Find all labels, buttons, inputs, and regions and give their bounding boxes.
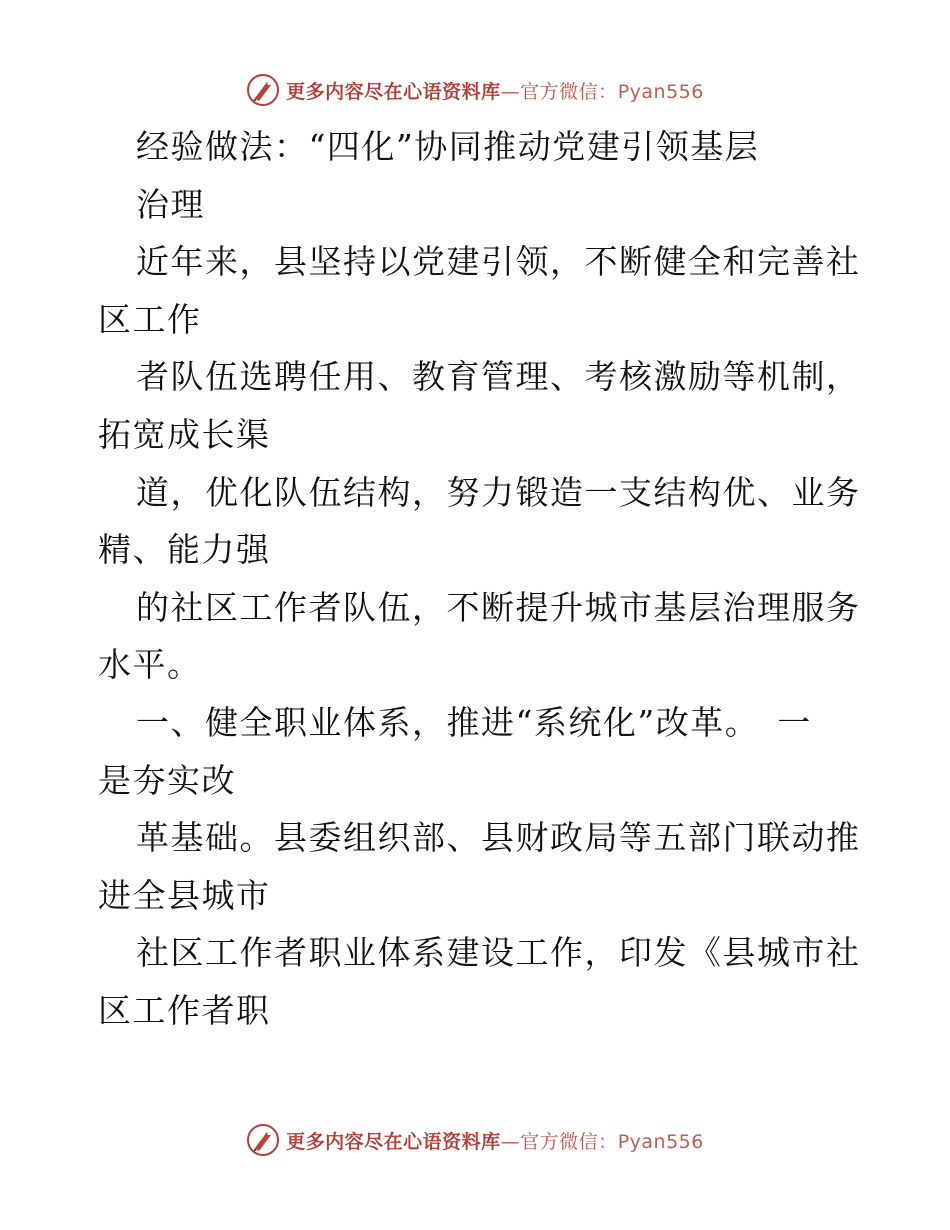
pen-logo-icon [246, 1123, 280, 1157]
watermark-brand: 更多内容尽在心语资料库 [286, 80, 501, 103]
header-watermark [0, 70, 950, 110]
doc-title-line-1: 经验做法：“四化”协同推动党建引领基层 [136, 127, 760, 166]
watermark-contact-label: 官方微信： [520, 1130, 618, 1153]
watermark-brand: 更多内容尽在心语资料库 [286, 1130, 501, 1153]
watermark-contact-id: Pyan556 [617, 1130, 704, 1153]
watermark-contact-label: 官方微信： [520, 80, 618, 103]
document-body [98, 118, 861, 1040]
section-heading-line: 一、健全职业体系，推进“系统化”改革。 一 [136, 702, 812, 742]
paragraph-line: 区工作者职 [98, 990, 271, 1030]
paragraph-line: 是夯实改 [98, 760, 236, 800]
watermark-separator: — [500, 1130, 521, 1153]
paragraph-line: 者队伍选聘任用、教育管理、考核激励等机制， [136, 357, 861, 397]
paragraph-line: 近年来，县坚持以党建引领，不断健全和完善社 [136, 242, 861, 282]
pen-logo-icon [246, 73, 280, 107]
paragraph-line: 革基础。县委组织部、县财政局等五部门联动推 [136, 818, 861, 858]
watermark-contact-id: Pyan556 [617, 80, 704, 103]
watermark-separator: — [500, 80, 521, 103]
doc-title-line-2: 治理 [136, 184, 205, 224]
paragraph-line: 道，优化队伍结构，努力锻造一支结构优、业务 [136, 472, 861, 512]
paragraph-line: 区工作 [98, 299, 202, 339]
paragraph-line: 进全县城市 [98, 875, 271, 915]
watermark-text [286, 1127, 704, 1154]
paragraph-line: 精、能力强 [98, 530, 271, 570]
paragraph-line: 拓宽成长渠 [98, 414, 271, 454]
paragraph-line: 社区工作者职业体系建设工作，印发《县城市社 [136, 933, 861, 973]
watermark-text [286, 77, 704, 104]
paragraph-line: 水平。 [98, 645, 202, 685]
paragraph-line: 的社区工作者队伍，不断提升城市基层治理服务 [136, 587, 861, 627]
footer-watermark [0, 1120, 950, 1160]
